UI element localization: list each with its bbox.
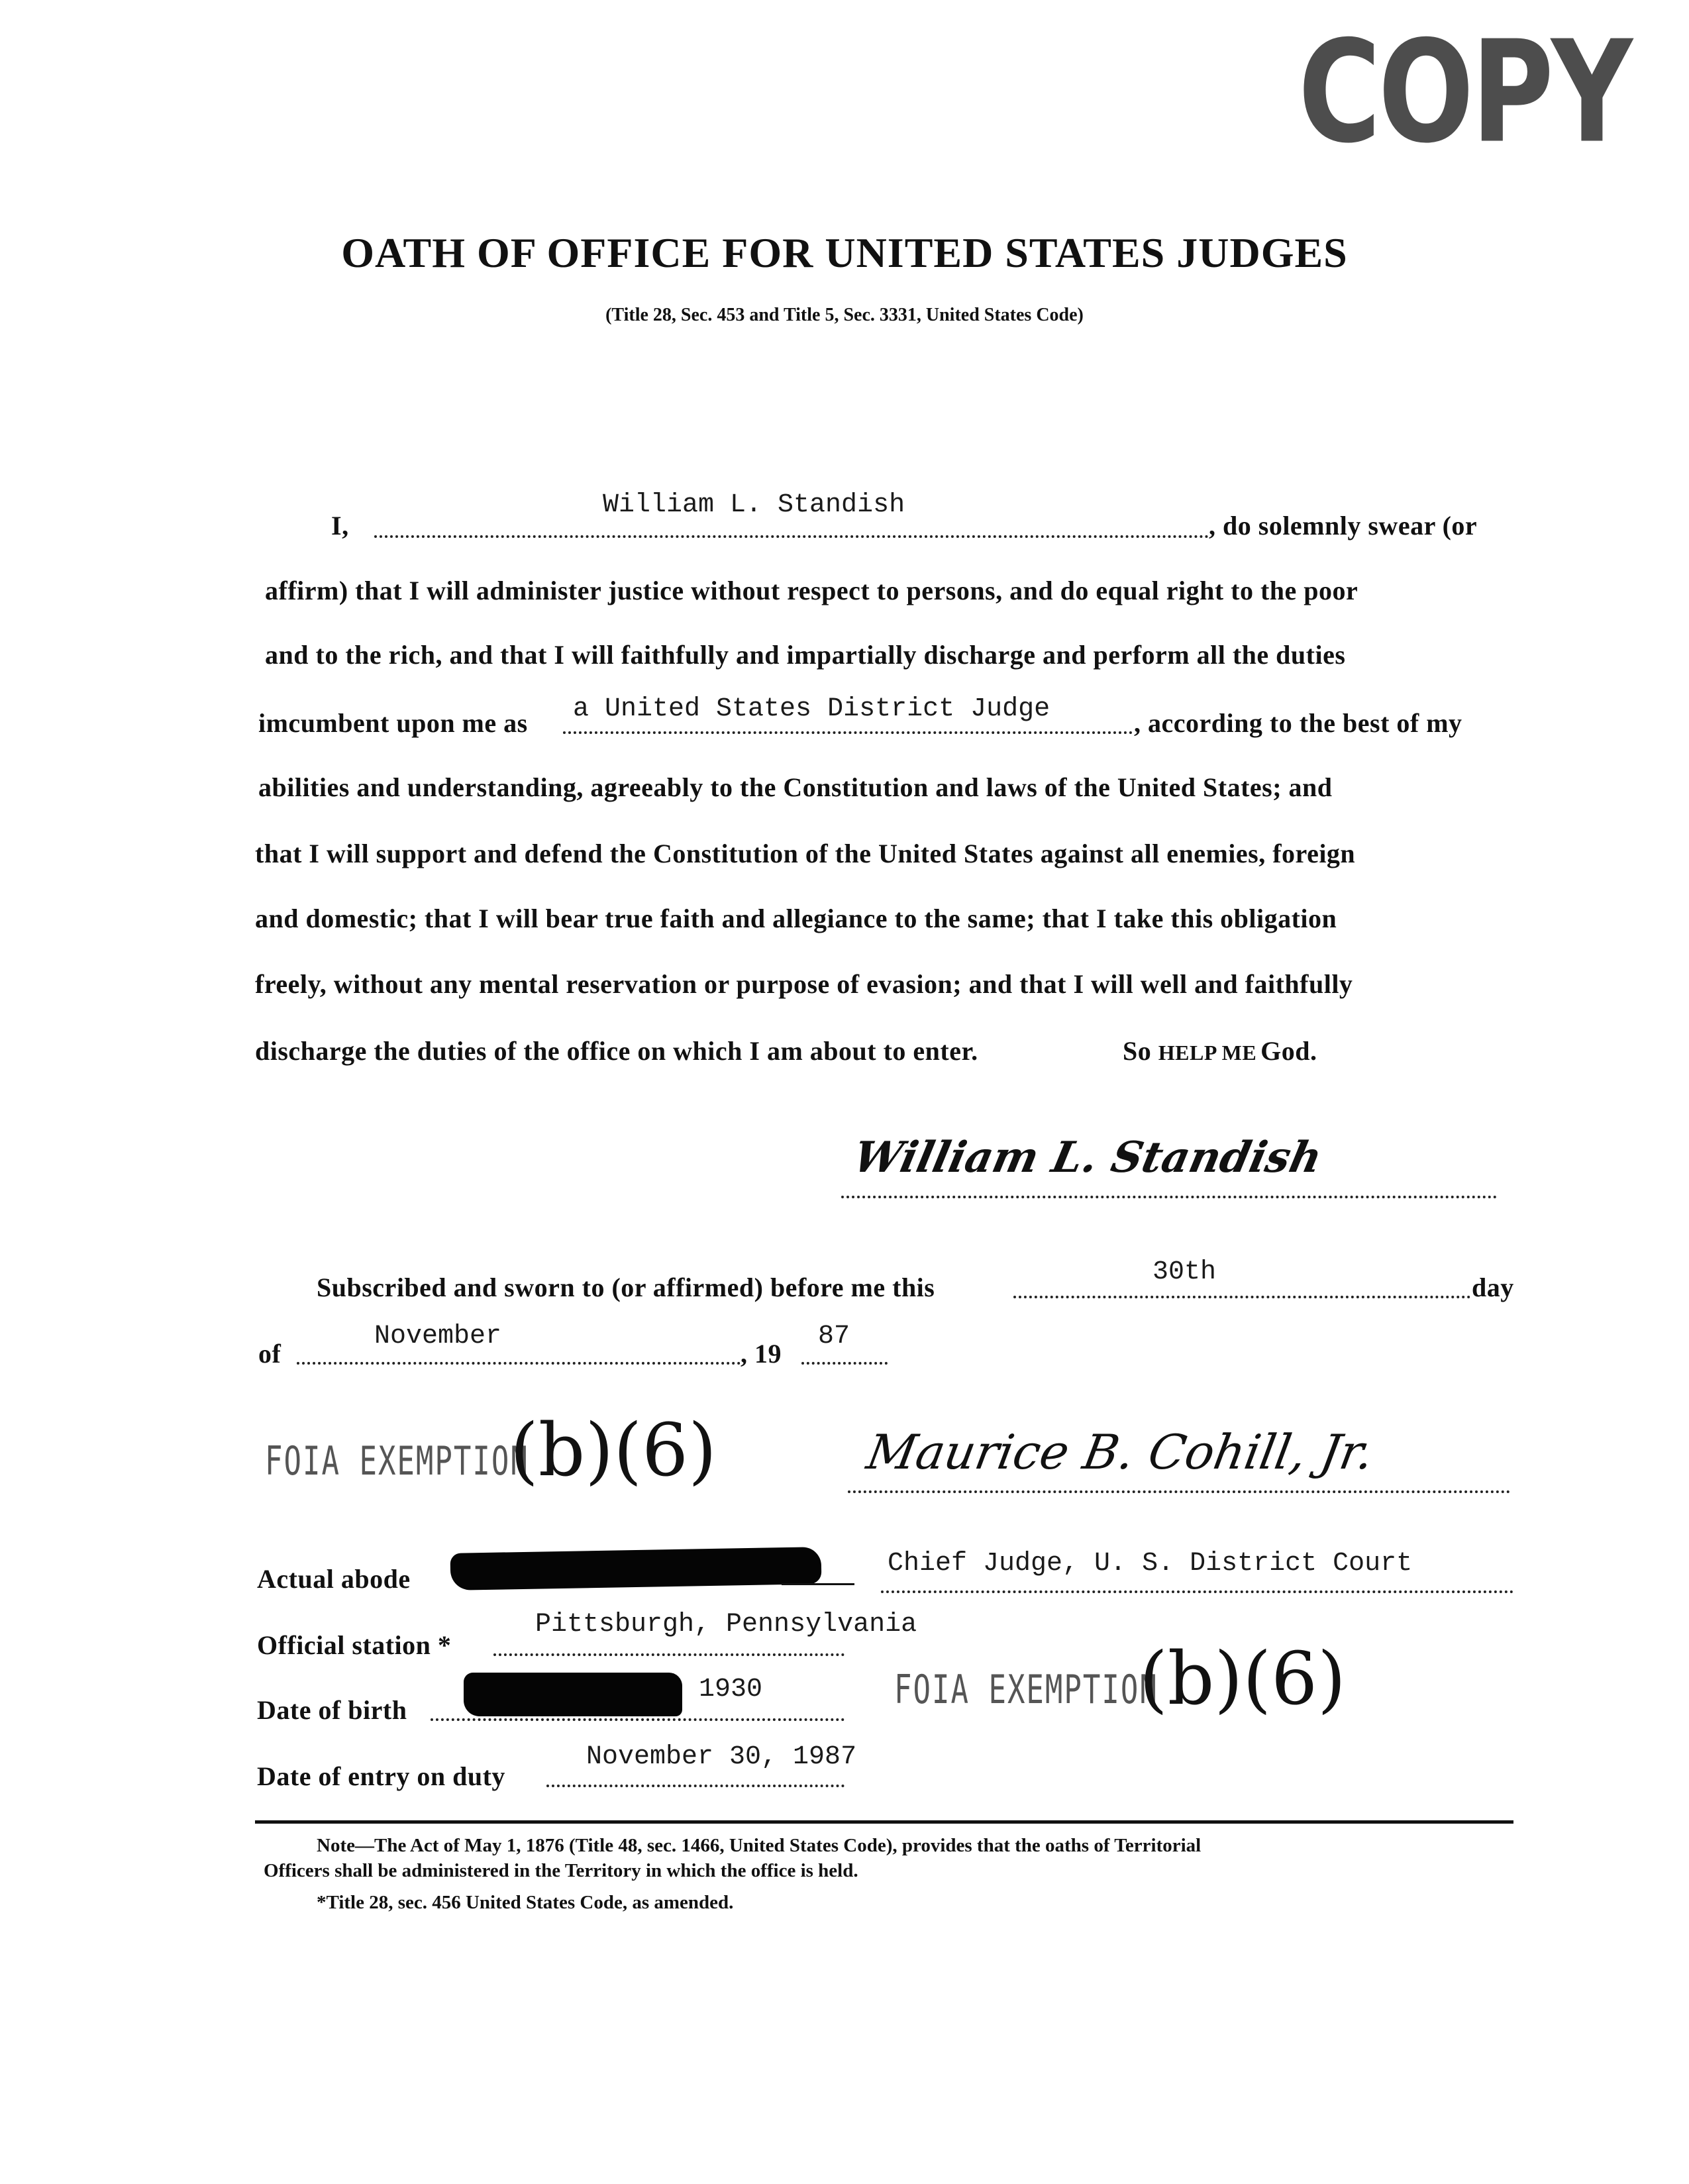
foia-label-2: FOIA EXEMPTION bbox=[894, 1667, 1158, 1713]
foia-exemption-stamp-2 bbox=[894, 1636, 1347, 1721]
oath-line4-prefix: imcumbent upon me as bbox=[258, 708, 528, 738]
oath-line7: and domestic; that I will bear true faith and allegiance to the same; that I take this obligation bbox=[255, 904, 1337, 933]
note-line-1: Note—The Act of May 1, 1876 (Title 48, sec. 1466, United States Code), provides that the oaths of Territorial bbox=[317, 1835, 1202, 1856]
officer-signature-text: Maurice B. Cohill, Jr. bbox=[862, 1424, 1378, 1480]
entry-label: Date of entry on duty bbox=[257, 1761, 505, 1791]
oath-line1-suffix: , do solemnly swear (or bbox=[1209, 511, 1478, 541]
of-label: of bbox=[258, 1339, 282, 1369]
abode-label: Actual abode bbox=[257, 1564, 411, 1594]
abode-underline bbox=[782, 1583, 854, 1585]
day-field-value: 30th bbox=[1152, 1257, 1217, 1287]
oath-closing bbox=[1123, 1035, 1317, 1066]
month-field-value: November bbox=[374, 1322, 502, 1351]
statute-citation: (Title 28, Sec. 453 and Title 5, Sec. 3331, United States Code) bbox=[605, 305, 1084, 325]
oath-taker-signature bbox=[849, 1133, 1326, 1182]
birth-label: Date of birth bbox=[257, 1695, 407, 1725]
page-title: OATH OF OFFICE FOR UNITED STATES JUDGES bbox=[341, 229, 1348, 276]
foia-exemption-stamp-1 bbox=[265, 1408, 717, 1492]
copy-stamp-text: COPY bbox=[1298, 11, 1630, 175]
footnote: *Title 28, sec. 456 United States Code, as amended. bbox=[317, 1892, 734, 1913]
copy-stamp bbox=[1298, 11, 1630, 175]
oath-line8: freely, without any mental reservation or purpose of evasion; and that I will well and faithfully bbox=[255, 969, 1353, 999]
day-field-line bbox=[1013, 1272, 1470, 1298]
name-field-value: William L. Standish bbox=[603, 490, 905, 520]
entry-field-value: November 30, 1987 bbox=[586, 1742, 857, 1772]
oath-line5: abilities and understanding, agreeably to the Constitution and laws of the United States; and bbox=[258, 772, 1333, 802]
year-field-value: 87 bbox=[818, 1322, 850, 1351]
oath-line4-suffix: , according to the best of my bbox=[1134, 708, 1462, 738]
notes-divider bbox=[255, 1820, 1513, 1824]
abode-redaction bbox=[450, 1547, 822, 1590]
day-suffix: day bbox=[1472, 1273, 1514, 1302]
foia-code-1: (b)(6) bbox=[510, 1408, 717, 1492]
closing-god: God. bbox=[1260, 1036, 1317, 1066]
officer-signature bbox=[863, 1424, 1378, 1480]
oath-line3: and to the rich, and that I will faithfully and impartially discharge and perform all the duties bbox=[265, 640, 1346, 670]
month-field-line bbox=[297, 1338, 741, 1365]
station-label: Official station * bbox=[257, 1630, 452, 1660]
oath-taker-signature-text: William L. Standish bbox=[849, 1133, 1327, 1182]
closing-help-me: HELP ME bbox=[1158, 1041, 1257, 1065]
oath-line2: affirm) that I will administer justice without respect to persons, and do equal right to the poor bbox=[265, 576, 1358, 605]
birth-year-value: 1930 bbox=[699, 1675, 763, 1704]
closing-so: So bbox=[1123, 1036, 1152, 1066]
station-field-value: Pittsburgh, Pennsylvania bbox=[535, 1610, 917, 1639]
subscribed-prefix: Subscribed and sworn to (or affirmed) before me this bbox=[317, 1273, 935, 1302]
oath-line9: discharge the duties of the office on which I am about to enter. bbox=[255, 1036, 978, 1066]
year-prefix: , 19 bbox=[741, 1339, 782, 1369]
birth-redaction bbox=[464, 1673, 682, 1716]
foia-code-2: (b)(6) bbox=[1139, 1636, 1347, 1721]
oath-line1-prefix: I, bbox=[331, 511, 349, 541]
foia-label-1: FOIA EXEMPTION bbox=[265, 1439, 529, 1484]
oath-line6: that I will support and defend the Constitution of the United States against all enemies, foreign bbox=[255, 839, 1356, 868]
position-field-value: a United States District Judge bbox=[573, 694, 1050, 724]
officer-title-value: Chief Judge, U. S. District Court bbox=[888, 1549, 1413, 1579]
note-line-2: Officers shall be administered in the Territory in which the office is held. bbox=[264, 1860, 858, 1881]
